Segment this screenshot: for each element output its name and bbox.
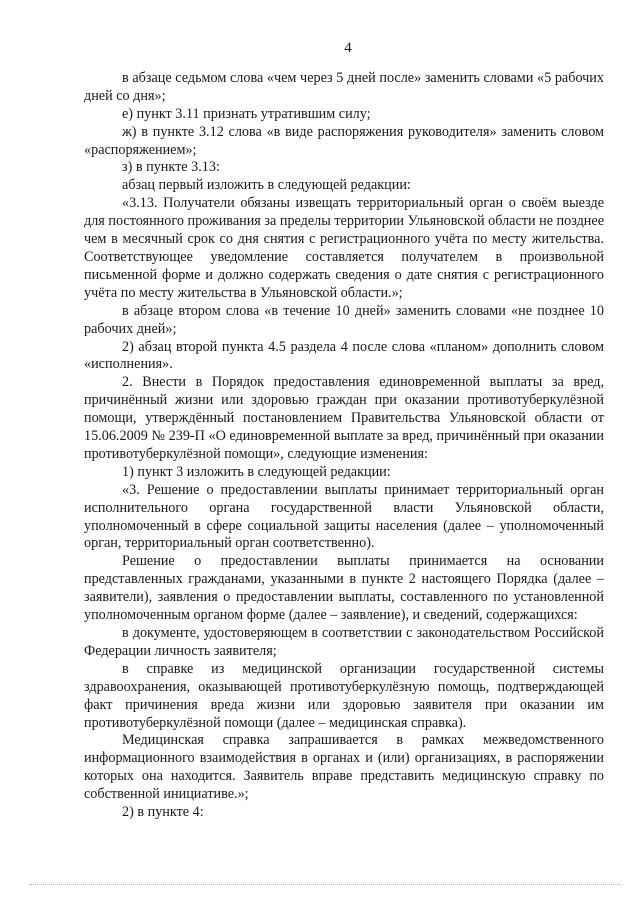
- paragraph: Медицинская справка запрашивается в рамках межведомственного информационного взаимодействия в органах и (или) организациях, в распоряжении которых она находится. Заявитель вправе представить медицинскую справку по собственной инициативе.»;: [84, 732, 604, 803]
- paragraph: «3. Решение о предоставлении выплаты принимает территориальный орган исполнительного органа государственной власти Ульяновской области, уполномоченный в сфере социальной защиты населения (далее – уполномоченный орган, территориальный орган соответственно).: [84, 481, 604, 552]
- paragraph: в абзаце втором слова «в течение 10 дней» заменить словами «не позднее 10 рабочих дней»;: [84, 302, 604, 337]
- paragraph: ж) в пункте 3.12 слова «в виде распоряжения руководителя» заменить словом «распоряжением»;: [84, 123, 604, 158]
- footer-scan-line: [30, 884, 620, 886]
- paragraph: з) в пункте 3.13:: [122, 159, 220, 176]
- paragraph: 1) пункт 3 изложить в следующей редакции:: [122, 463, 391, 480]
- paragraph: «3.13. Получатели обязаны извещать территориальный орган о своём выезде для постоянного проживания за пределы территории Ульяновской области не позднее чем в месячный срок со дня снятия с регистрационного учёта по месту жительства. Соответствующее уведомление составляется получателем в произвольной письменной форме и должно содержать сведения о дате снятия с регистрационного учёта по месту жительства в Ульяновской области.»;: [84, 195, 604, 301]
- document-page: [84, 40, 604, 822]
- paragraph: абзац первый изложить в следующей редакции:: [122, 177, 411, 194]
- page-number: 4: [344, 40, 352, 56]
- paragraph: в справке из медицинской организации государственной системы здравоохранения, оказывающей противотуберкулёзную помощь, подтверждающей факт причинения вреда жизни или здоровью заявителя при оказании им противотуберкулёзной помощи (далее – медицинская справка).: [84, 660, 604, 731]
- paragraph: 2) абзац второй пункта 4.5 раздела 4 после слова «планом» дополнить словом «исполнения».: [84, 338, 604, 373]
- paragraph: Решение о предоставлении выплаты принимается на основании представленных гражданами, указанными в пункте 2 настоящего Порядка (далее – заявители), заявления о предоставлении выплаты, составленного по установленной уполномоченным органом форме (далее – заявление), и сведений, содержащихся:: [84, 553, 604, 624]
- paragraph: в абзаце седьмом слова «чем через 5 дней после» заменить словами «5 рабочих дней со дня»;: [84, 69, 604, 104]
- paragraph: е) пункт 3.11 признать утратившим силу;: [122, 105, 371, 122]
- paragraph: 2. Внести в Порядок предоставления единовременной выплаты за вред, причинённый жизни или здоровью граждан при оказании противотуберкулёзной помощи, утверждённый постановлением Правительства Ульяновской области от 15.06.2009 № 239-П «О единовременной выплате за вред, причинённый при оказании противотуберкулёзной помощи», следующие изменения:: [84, 374, 604, 462]
- paragraph: в документе, удостоверяющем в соответствии с законодательством Российской Федерации личность заявителя;: [84, 625, 604, 659]
- paragraph: 2) в пункте 4:: [122, 804, 204, 821]
